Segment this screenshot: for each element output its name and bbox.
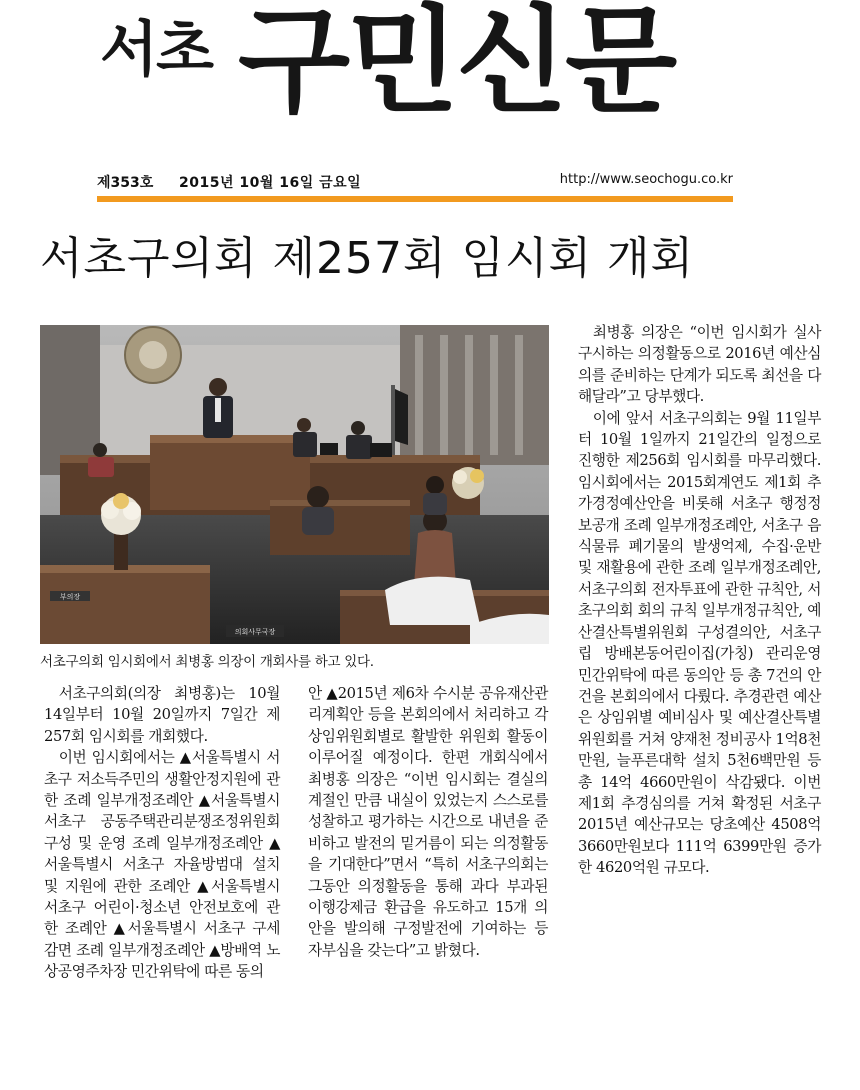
masthead	[0, 0, 860, 165]
paragraph: 이번 임시회에서는 ▲서울특별시 서초구 저소득주민의 생활안정지원에 관한 조례 일부개정조례안 ▲서울특별시 서초구 공동주택관리분쟁조정위원회 구성 및 운영 조례 일부개정조례안 ▲서울특별시 서초구 자율방범대 설치 및 지원에 관한 조례안 ▲서울특별시 서초구 어린이·청소년 안전보호에 관한 조례안 ▲서울특별시 서초구 구세 감면 조례 일부개정조례안 ▲방배역 노상공영주차장 민간위탁에 따른 동의	[44, 749, 280, 981]
issue-info-bar	[97, 170, 733, 192]
paragraph: 서초구의회(의장 최병홍)는 10월 14일부터 10월 20일까지 7일간 제257회 임시회를 개회했다.	[44, 685, 280, 745]
header-rule	[97, 196, 733, 202]
paragraph: 안 ▲2015년 제6차 수시분 공유재산관리계획안 등을 본회의에서 처리하고 각 상임위원회별로 활발한 위원회 활동이 이루어질 예정이다. 한편 개회식에서 최병홍 의장은 “이번 임시회는 결실의 계절인 만큼 내실이 있었는지 스스로를 성찰하고 평가하는 시간으로 내년을 준비하고 발전의 밑거름이 되는 의정활동을 기대한다”면서 “특히 서초구의회는 그동안 의정활동을 통해 과다 부과된 이행강제금 환급을 유도하고 15개 의안을 발의해 구정발전에 기여하는 등 자부심을 갖는다”고 밝혔다.	[308, 685, 548, 959]
nameplate-left: 부의장	[59, 593, 81, 601]
council-emblem	[125, 327, 181, 383]
issue-date: 2015년 10월 16일 금요일	[179, 175, 362, 191]
photo-caption: 서초구의회 임시회에서 최병홍 의장이 개회사를 하고 있다.	[40, 654, 374, 670]
paragraph: 이에 앞서 서초구의회는 9월 11일부터 10월 1일까지 21일간의 일정으로 진행한 제256회 임시회를 마무리했다. 임시회에서는 2015회계연도 제1회 추가경정예산안을 비롯해 서초구 행정정보공개 조례 일부개정조례안, 서초구 음식물류 폐기물의 발생억제, 수집·운반 및 재활용에 관한 조례 일부개정조례안, 서초구의회 전자투표에 관한 규칙안, 서초구의회 회의 규칙 일부개정규칙안, 예산결산특별위원회 구성결의안, 서초구립 방배본동어린이집(가칭) 관리운영 민간위탁에 따른 동의안 등 총 7건의 안건을 본회의에서 다뤘다. 추경관련 예산은 상임위별 예비심사 및 예산결산특별위원회를 거쳐 양재천 정비공사 1억8천만원, 늘푸른대학 설치 5천6백만원 등 총 14억 4660만원이 삭감됐다. 이번 제1회 추경심의를 거쳐 확정된 서초구 2015년 예산규모는 당초예산 4508억 3660만원보다 111억 6399만원 증가한 4620억원 규모다.	[578, 409, 821, 877]
flower-arrangement-right	[452, 467, 484, 499]
article-column-1	[44, 683, 280, 983]
council-session-photo	[40, 325, 549, 644]
article-photo	[40, 325, 549, 644]
issue-number: 제353호	[97, 175, 154, 191]
masthead-title: 구민신문	[238, 0, 675, 129]
website-url: http://www.seochogu.co.kr	[559, 172, 733, 187]
article-column-3	[578, 322, 821, 879]
article-headline: 서초구의회 제257회 임시회 개회	[40, 233, 694, 284]
nameplate-right: 의회사무국장	[234, 628, 276, 636]
article-column-2	[308, 683, 548, 961]
paragraph: 최병홍 의장은 “이번 임시회가 실사구시하는 의정활동으로 2016년 예산심의를 준비하는 단계가 되도록 최선을 다해달라”고 당부했다.	[578, 324, 821, 406]
masthead-region: 서초	[100, 15, 212, 85]
